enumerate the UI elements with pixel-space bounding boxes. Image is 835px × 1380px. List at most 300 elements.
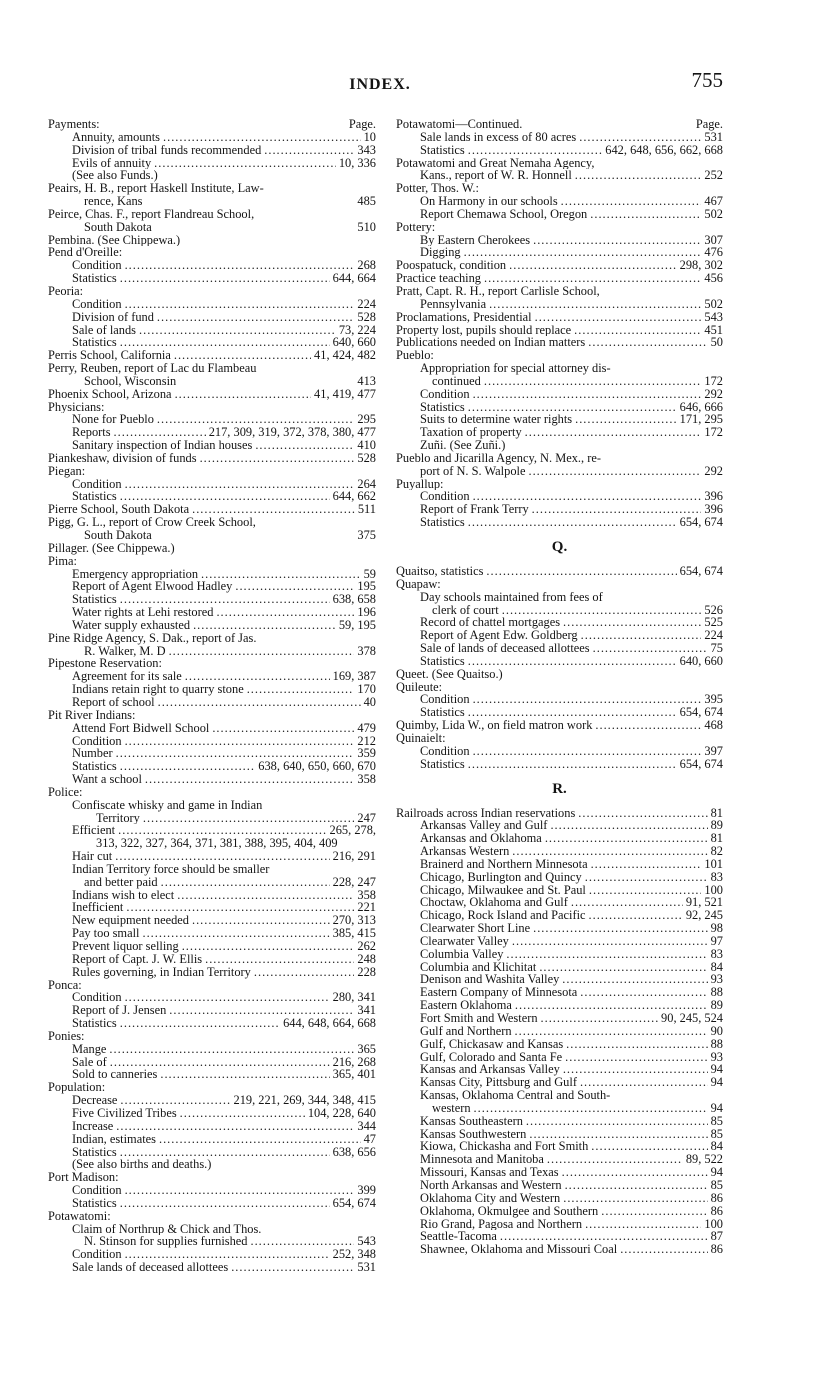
leader-dots (526, 1115, 708, 1128)
entry-page-refs: 365, 401 (332, 1068, 376, 1082)
entry-text: (See also births and deaths.) (72, 1158, 212, 1172)
index-entry (48, 118, 376, 131)
entry-text: Record of chattel mortgages (420, 616, 561, 630)
entry-text: Condition (420, 490, 470, 504)
index-entry (48, 362, 376, 375)
entry-page-refs: 221 (357, 901, 376, 915)
entry-page-refs: 47 (363, 1132, 376, 1146)
entry-text: Pigg, G. L., report of Crow Creek School, (48, 516, 256, 529)
entry-page-refs: 510 (357, 220, 376, 234)
entry-page-refs: 399 (357, 1184, 376, 1197)
entry-text: Reports (72, 426, 111, 440)
entry-text: Condition (72, 1184, 122, 1197)
entry-text: Arkansas and Oklahoma (420, 832, 542, 846)
leader-dots (515, 1025, 708, 1038)
leader-dots (160, 1068, 329, 1081)
entry-text: Physicians: (48, 400, 105, 414)
index-entry (48, 1248, 376, 1261)
entry-page-refs: 365 (357, 1042, 376, 1056)
index-column-left (48, 118, 376, 1274)
leader-dots (115, 850, 329, 863)
leader-dots (525, 426, 702, 439)
entry-text: Eastern Company of Minnesota (420, 986, 578, 1000)
index-entry (396, 719, 723, 732)
index-column-right (396, 118, 723, 1256)
entry-text: Number (72, 747, 113, 761)
index-entry (48, 490, 376, 503)
leader-dots (473, 745, 702, 758)
entry-page-refs: 85 (710, 1127, 723, 1141)
entry-page-refs: 93 (710, 973, 723, 987)
leader-dots (515, 999, 708, 1012)
index-entry (48, 272, 376, 285)
entry-page-refs: 10 (363, 130, 376, 144)
index-entry (48, 696, 376, 709)
index-entry (396, 745, 723, 758)
entry-page-refs: 93 (710, 1050, 723, 1064)
entry-text: Gulf and Northern (420, 1024, 512, 1038)
entry-text: rence, Kans (84, 195, 143, 208)
leader-dots (139, 324, 336, 337)
entry-page-refs: 543 (704, 310, 723, 324)
index-entry (48, 812, 376, 825)
entry-page-refs: 468 (704, 719, 723, 732)
entry-page-refs: 640, 660 (679, 654, 723, 668)
entry-text: Choctaw, Oklahoma and Gulf (420, 896, 568, 910)
index-entry (396, 935, 723, 948)
entry-page-refs: Page. (695, 118, 723, 131)
entry-page-refs: 476 (704, 246, 723, 260)
leader-dots (535, 311, 702, 324)
entry-page-refs: 467 (704, 195, 723, 208)
index-entry (48, 336, 376, 349)
leader-dots (468, 758, 677, 771)
leader-dots (579, 131, 701, 144)
leader-dots (182, 940, 355, 953)
index-entry (396, 871, 723, 884)
entry-page-refs: 94 (710, 1101, 723, 1115)
entry-text: port of N. S. Walpole (420, 464, 526, 478)
entry-page-refs: 502 (704, 207, 723, 221)
entry-text: Water supply exhausted (72, 618, 191, 632)
index-entry (48, 735, 376, 748)
leader-dots (163, 131, 361, 144)
entry-text: Report of J. Jensen (72, 1004, 167, 1018)
entry-page-refs: 81 (710, 832, 723, 846)
index-entry (48, 722, 376, 735)
entry-page-refs: 83 (710, 947, 723, 961)
entry-page-refs: 344 (357, 1119, 376, 1133)
entry-text: Pine Ridge Agency, S. Dak., report of Jas. (48, 631, 257, 645)
entry-page-refs: 97 (710, 934, 723, 948)
entry-text: Chicago, Rock Island and Pacific (420, 909, 586, 923)
index-entry (48, 131, 376, 144)
entry-page-refs: 654, 674 (679, 565, 723, 578)
entry-text: Pipestone Reservation: (48, 657, 162, 671)
leader-dots (563, 1063, 708, 1076)
leader-dots (500, 1230, 708, 1243)
leader-dots (562, 973, 707, 986)
leader-dots (468, 516, 677, 529)
leader-dots (539, 961, 707, 974)
leader-dots (192, 914, 330, 927)
leader-dots (464, 246, 702, 259)
leader-dots (143, 812, 355, 825)
entry-page-refs: 307 (704, 233, 723, 247)
index-entry (48, 426, 376, 439)
entry-text: Quileute: (396, 680, 443, 694)
entry-page-refs: 531 (704, 130, 723, 144)
index-entry (48, 478, 376, 491)
entry-page-refs: 212 (357, 734, 376, 748)
index-entry (48, 401, 376, 414)
index-entry (48, 568, 376, 581)
leader-dots (250, 1235, 354, 1248)
entry-text: Gulf, Chickasaw and Kansas (420, 1037, 564, 1051)
entry-text: Pillager. (See Chippewa.) (48, 541, 175, 555)
entry-text: Condition (420, 693, 470, 707)
entry-text: Agreement for its sale (72, 670, 182, 684)
entry-page-refs: 83 (710, 870, 723, 884)
entry-text: Quimby, Lida W., on field matron work (396, 719, 593, 732)
entry-text: Water rights at Lehi restored (72, 606, 214, 619)
leader-dots (601, 1205, 707, 1218)
index-entry (48, 1146, 376, 1159)
entry-text: Clearwater Short Line (420, 922, 531, 935)
entry-text: Statistics (72, 1196, 117, 1210)
entry-text: Condition (420, 387, 470, 401)
index-entry (396, 973, 723, 986)
leader-dots (541, 1012, 659, 1025)
entry-text: Potawatomi and Great Nemaha Agency, (396, 156, 595, 170)
index-entry (396, 1102, 723, 1115)
index-entry (396, 706, 723, 719)
entry-text: Statistics (72, 272, 117, 285)
leader-dots (125, 735, 355, 748)
leader-dots (154, 157, 336, 170)
entry-page-refs: 526 (704, 603, 723, 617)
entry-page-refs: 40 (363, 695, 376, 709)
entry-page-refs: 525 (704, 616, 723, 630)
entry-text: Phoenix School, Arizona (48, 387, 172, 401)
index-entry (48, 1043, 376, 1056)
entry-text: Statistics (72, 760, 117, 774)
leader-dots (231, 1261, 354, 1274)
index-entry (396, 490, 723, 503)
entry-text: Kans., report of W. R. Honnell (420, 169, 572, 183)
index-entry (396, 1063, 723, 1076)
entry-page-refs: 528 (357, 310, 376, 324)
entry-text: Prevent liquor selling (72, 940, 179, 953)
entry-text: Payments: (48, 118, 100, 131)
index-entry (396, 1230, 723, 1243)
leader-dots (157, 413, 355, 426)
index-entry (48, 144, 376, 157)
index-entry (396, 259, 723, 272)
entry-page-refs: 654, 674 (332, 1196, 376, 1210)
entry-page-refs: 644, 664 (332, 272, 376, 285)
entry-page-refs: 280, 341 (332, 991, 376, 1005)
entry-page-refs: 85 (710, 1114, 723, 1128)
index-entry (396, 1128, 723, 1141)
index-entry (48, 234, 376, 247)
index-entry (48, 516, 376, 529)
index-entry (396, 1205, 723, 1218)
index-entry (48, 413, 376, 426)
index-entry (48, 619, 376, 632)
leader-dots (473, 388, 702, 401)
entry-page-refs: 247 (357, 811, 376, 825)
leader-dots (120, 1094, 230, 1107)
entry-text: Clearwater Valley (420, 934, 509, 948)
entry-page-refs: 87 (710, 1230, 723, 1244)
leader-dots (145, 773, 355, 786)
entry-text: Report of school (72, 695, 155, 709)
index-entry (48, 1004, 376, 1017)
leader-dots (192, 503, 355, 516)
index-entry (396, 1140, 723, 1153)
index-entry (48, 1068, 376, 1081)
entry-page-refs: 502 (704, 297, 723, 311)
leader-dots (120, 760, 256, 773)
entry-page-refs: 646, 666 (679, 400, 723, 414)
index-entry (48, 645, 376, 658)
entry-text: Practice teaching (396, 272, 481, 285)
entry-page-refs: 75 (710, 642, 723, 655)
entry-text: 313, 322, 327, 364, 371, 381, 388, 395, 404, 409 (96, 837, 338, 851)
index-entry (396, 195, 723, 208)
entry-page-refs: 59, 195 (338, 618, 376, 632)
entry-text: Statistics (420, 654, 465, 668)
entry-text: continued (432, 374, 481, 388)
index-entry (48, 465, 376, 478)
entry-text: Statistics (72, 593, 117, 607)
entry-text: Sale of (72, 1055, 107, 1069)
entry-text: Day schools maintained from fees of (420, 590, 603, 604)
index-entry (396, 336, 723, 349)
index-entry (48, 157, 376, 170)
entry-text: Kansas City, Pittsburg and Gulf (420, 1076, 577, 1090)
index-entry (48, 1017, 376, 1030)
entry-text: Piankeshaw, division of funds (48, 451, 197, 465)
index-entry (48, 195, 376, 208)
entry-page-refs: 252, 348 (332, 1248, 376, 1262)
leader-dots (473, 490, 702, 503)
entry-text: Pit River Indians: (48, 708, 136, 722)
leader-dots (563, 616, 701, 629)
entry-text: Pueblo and Jicarilla Agency, N. Mex., re- (396, 451, 601, 465)
index-entry (48, 439, 376, 452)
index-entry (396, 1166, 723, 1179)
leader-dots (468, 706, 677, 719)
entry-text: On Harmony in our schools (420, 195, 558, 208)
entry-page-refs: 248 (357, 952, 376, 966)
entry-page-refs: 531 (357, 1261, 376, 1274)
entry-text: Efficient (72, 824, 116, 838)
entry-text: None for Pueblo (72, 413, 154, 427)
index-entry (396, 832, 723, 845)
entry-text: Territory (96, 811, 140, 825)
leader-dots (125, 1248, 330, 1261)
index-entry (396, 845, 723, 858)
leader-dots (528, 465, 701, 478)
entry-page-refs: 224 (704, 629, 723, 643)
entry-text: Shawnee, Oklahoma and Missouri Coal (420, 1243, 618, 1257)
entry-page-refs: 396 (704, 503, 723, 517)
index-entry (396, 616, 723, 629)
entry-text: Sale of lands (72, 323, 137, 337)
index-entry (396, 157, 723, 170)
index-entry (48, 940, 376, 953)
leader-dots (120, 336, 330, 349)
entry-text: Potawatomi—Continued. (396, 118, 523, 131)
entry-text: Condition (72, 1248, 122, 1262)
leader-dots (591, 858, 702, 871)
entry-text: Sanitary inspection of Indian houses (72, 439, 253, 452)
entry-text: Kansas, Oklahoma Central and South- (420, 1089, 611, 1102)
leader-dots (254, 966, 355, 979)
index-entry (48, 889, 376, 902)
index-entry (48, 1261, 376, 1274)
entry-text: Minnesota and Manitoba (420, 1153, 544, 1167)
index-entry (48, 863, 376, 876)
index-entry (396, 1243, 723, 1256)
entry-page-refs: 216, 291 (332, 850, 376, 863)
entry-text: R. Walker, M. D (84, 644, 166, 658)
index-entry (48, 1133, 376, 1146)
entry-text: New equipment needed (72, 914, 189, 928)
leader-dots (468, 401, 677, 414)
leader-dots (547, 1153, 683, 1166)
entry-text: Statistics (420, 706, 465, 720)
entry-page-refs: 410 (357, 439, 376, 452)
leader-dots (175, 388, 311, 401)
index-entry (396, 388, 723, 401)
entry-text: Statistics (420, 757, 465, 771)
index-entry (396, 961, 723, 974)
index-entry (48, 555, 376, 568)
index-entry (48, 182, 376, 195)
index-entry (48, 876, 376, 889)
index-entry (396, 182, 723, 195)
entry-text: Statistics (72, 336, 117, 350)
index-entry (48, 529, 376, 542)
entry-page-refs: 479 (357, 721, 376, 735)
entry-text: South Dakota (84, 220, 152, 234)
index-entry (48, 1107, 376, 1120)
entry-text: Sold to canneries (72, 1068, 158, 1082)
leader-dots (474, 1102, 708, 1115)
entry-text: Taxation of property (420, 426, 522, 440)
entry-page-refs: 89, 522 (685, 1153, 723, 1167)
index-entry (396, 909, 723, 922)
entry-text: Perry, Reuben, report of Lac du Flambeau (48, 362, 257, 375)
index-entry (48, 388, 376, 401)
index-entry (396, 668, 723, 681)
entry-page-refs: 170 (357, 683, 376, 696)
entry-page-refs: 10, 336 (338, 156, 376, 170)
entry-text: Piegan: (48, 464, 86, 478)
entry-text: Peairs, H. B., report Haskell Institute, Law- (48, 182, 264, 196)
leader-dots (212, 722, 354, 735)
index-entry (396, 591, 723, 604)
index-entry (396, 478, 723, 491)
index-entry (396, 565, 723, 578)
entry-text: Queet. (See Quaitso.) (396, 667, 503, 681)
entry-text: Statistics (72, 490, 117, 504)
leader-dots (264, 144, 354, 157)
leader-dots (110, 1056, 330, 1069)
entry-text: Increase (72, 1119, 114, 1133)
entry-page-refs: 86 (710, 1243, 723, 1257)
index-entry (48, 837, 376, 850)
index-entry (48, 452, 376, 465)
entry-text: western (432, 1101, 471, 1115)
entry-page-refs: 654, 674 (679, 706, 723, 720)
page-number: 755 (691, 68, 723, 92)
index-entry (48, 580, 376, 593)
index-entry (48, 593, 376, 606)
section-letter: Q. (551, 539, 568, 555)
leader-dots (506, 948, 707, 961)
entry-page-refs: 385, 415 (332, 927, 376, 940)
leader-dots (574, 324, 701, 337)
entry-page-refs: 88 (710, 986, 723, 1000)
leader-dots (591, 1140, 707, 1153)
entry-page-refs: 219, 221, 269, 344, 348, 415 (233, 1094, 376, 1107)
entry-text: Potawatomi: (48, 1209, 111, 1223)
entry-page-refs: 638, 656 (332, 1145, 376, 1159)
entry-text: Chicago, Burlington and Quincy (420, 870, 582, 884)
entry-text: Evils of annuity (72, 156, 152, 170)
entry-page-refs: 85 (710, 1178, 723, 1192)
entry-text: Statistics (72, 1145, 117, 1159)
leader-dots (120, 272, 330, 285)
index-entry (396, 324, 723, 337)
entry-page-refs: 89 (710, 819, 723, 833)
entry-page-refs: 94 (710, 1076, 723, 1090)
entry-text: Missouri, Kansas and Texas (420, 1166, 559, 1179)
entry-text: Digging (420, 246, 461, 260)
index-entry (396, 1012, 723, 1025)
index-entry (48, 1223, 376, 1236)
index-entry (48, 773, 376, 786)
index-entry (396, 118, 723, 131)
entry-text: Quapaw: (396, 577, 441, 591)
entry-text: Division of fund (72, 310, 154, 324)
index-entry (396, 272, 723, 285)
entry-text: Report of Frank Terry (420, 503, 529, 517)
leader-dots (589, 909, 683, 922)
leader-dots (180, 1107, 305, 1120)
entry-text: Kansas Southeastern (420, 1114, 523, 1128)
leader-dots (120, 490, 330, 503)
entry-text: Rio Grand, Pagosa and Northern (420, 1217, 583, 1231)
entry-text: Pueblo: (396, 349, 434, 363)
entry-text: Oklahoma, Okmulgee and Southern (420, 1204, 599, 1218)
entry-text: Statistics (420, 400, 465, 414)
entry-page-refs: 84 (710, 1140, 723, 1154)
index-entry (396, 375, 723, 388)
entry-page-refs: 88 (710, 1037, 723, 1051)
leader-dots (473, 693, 702, 706)
leader-dots (468, 144, 603, 157)
entry-text: Proclamations, Presidential (396, 310, 532, 324)
entry-page-refs: 252 (704, 169, 723, 183)
index-entry (396, 131, 723, 144)
entry-text: Report Chemawa School, Oregon (420, 207, 588, 221)
index-entry (48, 246, 376, 259)
